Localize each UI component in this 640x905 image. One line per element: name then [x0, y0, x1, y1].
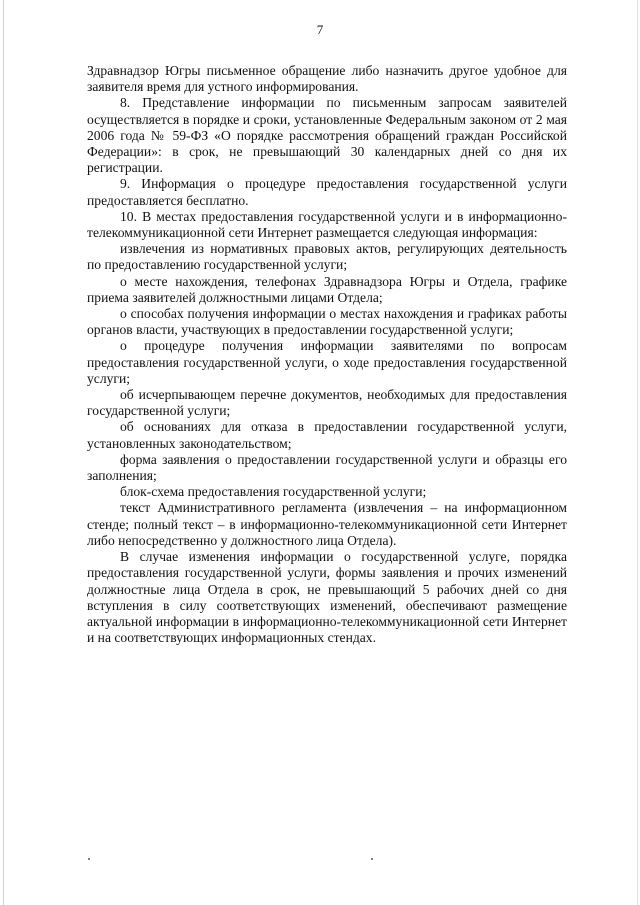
list-item-extracts: извлечения из нормативных правовых актов, регулирующих деятельность по предоставлению государственной услуги; [87, 241, 567, 273]
scan-speck [371, 858, 373, 860]
paragraph-continuation: Здравнадзор Югры письменное обращение либо назначить другое удобное для заявителя время для устного информирования. [87, 63, 567, 95]
list-item-procedure: о процедуре получения информации заявителями по вопросам предоставления государственной услуги, о ходе предоставления государственной услуги; [87, 338, 567, 386]
list-item-location: о месте нахождения, телефонах Здравнадзора Югры и Отдела, графике приема заявителей должностными лицами Отдела; [87, 273, 567, 305]
paragraph-changes: В случае изменения информации о государственной услуге, порядка предоставления государственной услуги, формы заявления и прочих изменений должностные лица Отдела в срок, не превышающий 5 рабочих дней со дня вступления в силу соответствующих изменений, обеспечивают размещение актуальной информации в информационно-телекоммуникационной сети Интернет и на соответствующих информационных стендах. [87, 549, 567, 646]
list-item-flowchart: блок-схема предоставления государственной услуги; [120, 484, 427, 500]
list-item-documents: об исчерпывающем перечне документов, необходимых для предоставления государственной услуги; [87, 387, 567, 419]
list-item-refusal-grounds: об основаниях для отказа в предоставлении государственной услуги, установленных законодательством; [87, 419, 567, 451]
list-item-regulation-text: текст Административного регламента (извлечения – на информационном стенде; полный текст – в информационно-телекоммуникационной сети Интернет либо непосредственно у должностного лица Отдела). [87, 500, 567, 548]
list-item-info-methods: о способах получения информации о местах нахождения и графиках работы органов власти, участвующих в предоставлении государственной услуги; [87, 306, 567, 338]
scan-edge-right [637, 0, 638, 905]
page-number: 7 [316, 22, 324, 37]
paragraph-item-8: 8. Представление информации по письменным запросам заявителей осуществляется в порядке и сроки, установленные Федеральным законом от 2 мая 2006 года № 59-ФЗ «О порядке рассмотрения обращений граждан Российской Федерации»: в срок, не превышающий 30 календарных дней со дня их регистрации. [87, 95, 567, 176]
paragraph-item-9: 9. Информация о процедуре предоставления государственной услуги предоставляется бесплатно. [87, 176, 567, 208]
document-body [87, 63, 567, 646]
list-item-application-form: форма заявления о предоставлении государственной услуги и образцы его заполнения; [87, 451, 567, 484]
paragraph-item-10: 10. В местах предоставления государственной услуги и в информационно-телекоммуникационной сети Интернет размещается следующая информация: [87, 208, 567, 241]
scan-edge-left [3, 0, 4, 905]
scan-speck [88, 858, 90, 860]
